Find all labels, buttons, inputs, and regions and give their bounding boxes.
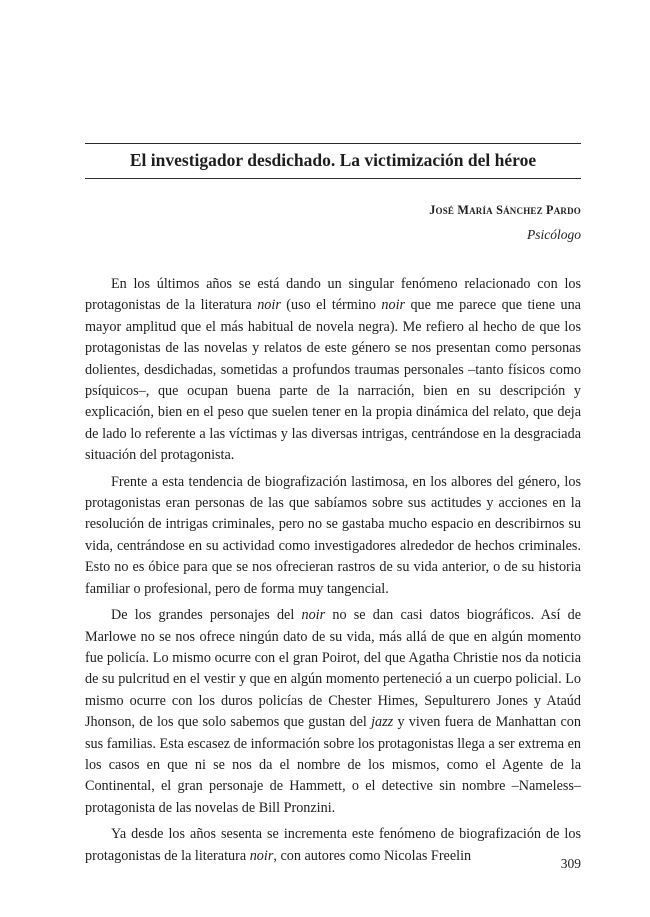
author-name: José María Sánchez Pardo xyxy=(429,203,581,217)
title-bottom-rule xyxy=(85,178,581,179)
text-run: (uso el término xyxy=(280,297,382,314)
text-run: que me parece que tiene una mayor amplitud que el más habitual de novela negra). Me refiero al hecho de que los protagonistas de las novelas y relatos de este género se nos presentan como personas dolientes, desdichadas, sometidas a profundos traumas personales –tanto físicos como psíquicos–, que ocupan buena parte de la narración, bien en su descripción y explicación, bien en el peso que suelen tener en la propia dinámica del relato, que deja de lado lo referente a las víctimas y las diversas intrigas, centrándose en la desgraciada situación del protagonista. xyxy=(85,297,581,464)
italic-term: noir xyxy=(249,847,274,864)
body-paragraph xyxy=(85,472,581,600)
text-run: De los grandes personajes del xyxy=(111,607,302,624)
text-run: Ya desde los años sesenta se incrementa este fenómeno de biografización de los protagonistas de la literatura xyxy=(85,826,581,864)
author-affiliation: Psicólogo xyxy=(527,227,581,242)
page-number: 309 xyxy=(560,856,581,871)
text-run: no se dan casi datos biográficos. Así de Marlowe no se nos ofrece ningún dato de su vida, más allá de que en algún momento fue policía. Lo mismo ocurre con el gran Poirot, del que Agatha Christie nos da noticia de su pulcritud en el vestir y que en algún momento perteneció a un cuerpo policial. Lo mismo ocurre con los duros policías de Chester Himes, Sepulturero Jones y Ataúd Jhonson, de los que solo sabemos que gustan del xyxy=(85,607,581,731)
title-top-rule xyxy=(85,143,581,144)
body-paragraph xyxy=(85,824,581,867)
text-run: En los últimos años se está dando un singular fenómeno relacionado con los protagonistas de la literatura xyxy=(85,276,581,314)
text-run: , con autores como Nicolas Freelin xyxy=(273,847,472,864)
italic-term: noir xyxy=(381,297,406,314)
italic-term: jazz xyxy=(371,714,394,731)
article-body xyxy=(85,274,581,872)
italic-term: noir xyxy=(301,607,326,624)
body-paragraph xyxy=(85,274,581,467)
body-paragraph xyxy=(85,605,581,819)
article-title: El investigador desdichado. La victimización del héroe xyxy=(129,150,537,170)
text-run: y viven fuera de Manhattan con sus familias. Esta escasez de información sobre los protagonistas llega a ser extrema en los casos en que ni se nos da el nombre de los mismos, como el Agente de la Continental, el gran personaje de Hammett, o el detective sin nombre –Nameless– protagonista de las novelas de Bill Pronzini. xyxy=(85,714,581,816)
text-run: Frente a esta tendencia de biografización lastimosa, en los albores del género, los protagonistas eran personas de las que sabíamos sobre sus actitudes y acciones en la resolución de intrigas criminales, pero no se gastaba mucho espacio en describirnos su vida, centrándose en su actividad como investigadores alrededor de hechos criminales. Esto no es óbice para que se nos ofrecieran rastros de su vida anterior, o de su historia familiar o profesional, pero de forma muy tangencial. xyxy=(85,473,581,597)
italic-term: noir xyxy=(257,297,281,314)
